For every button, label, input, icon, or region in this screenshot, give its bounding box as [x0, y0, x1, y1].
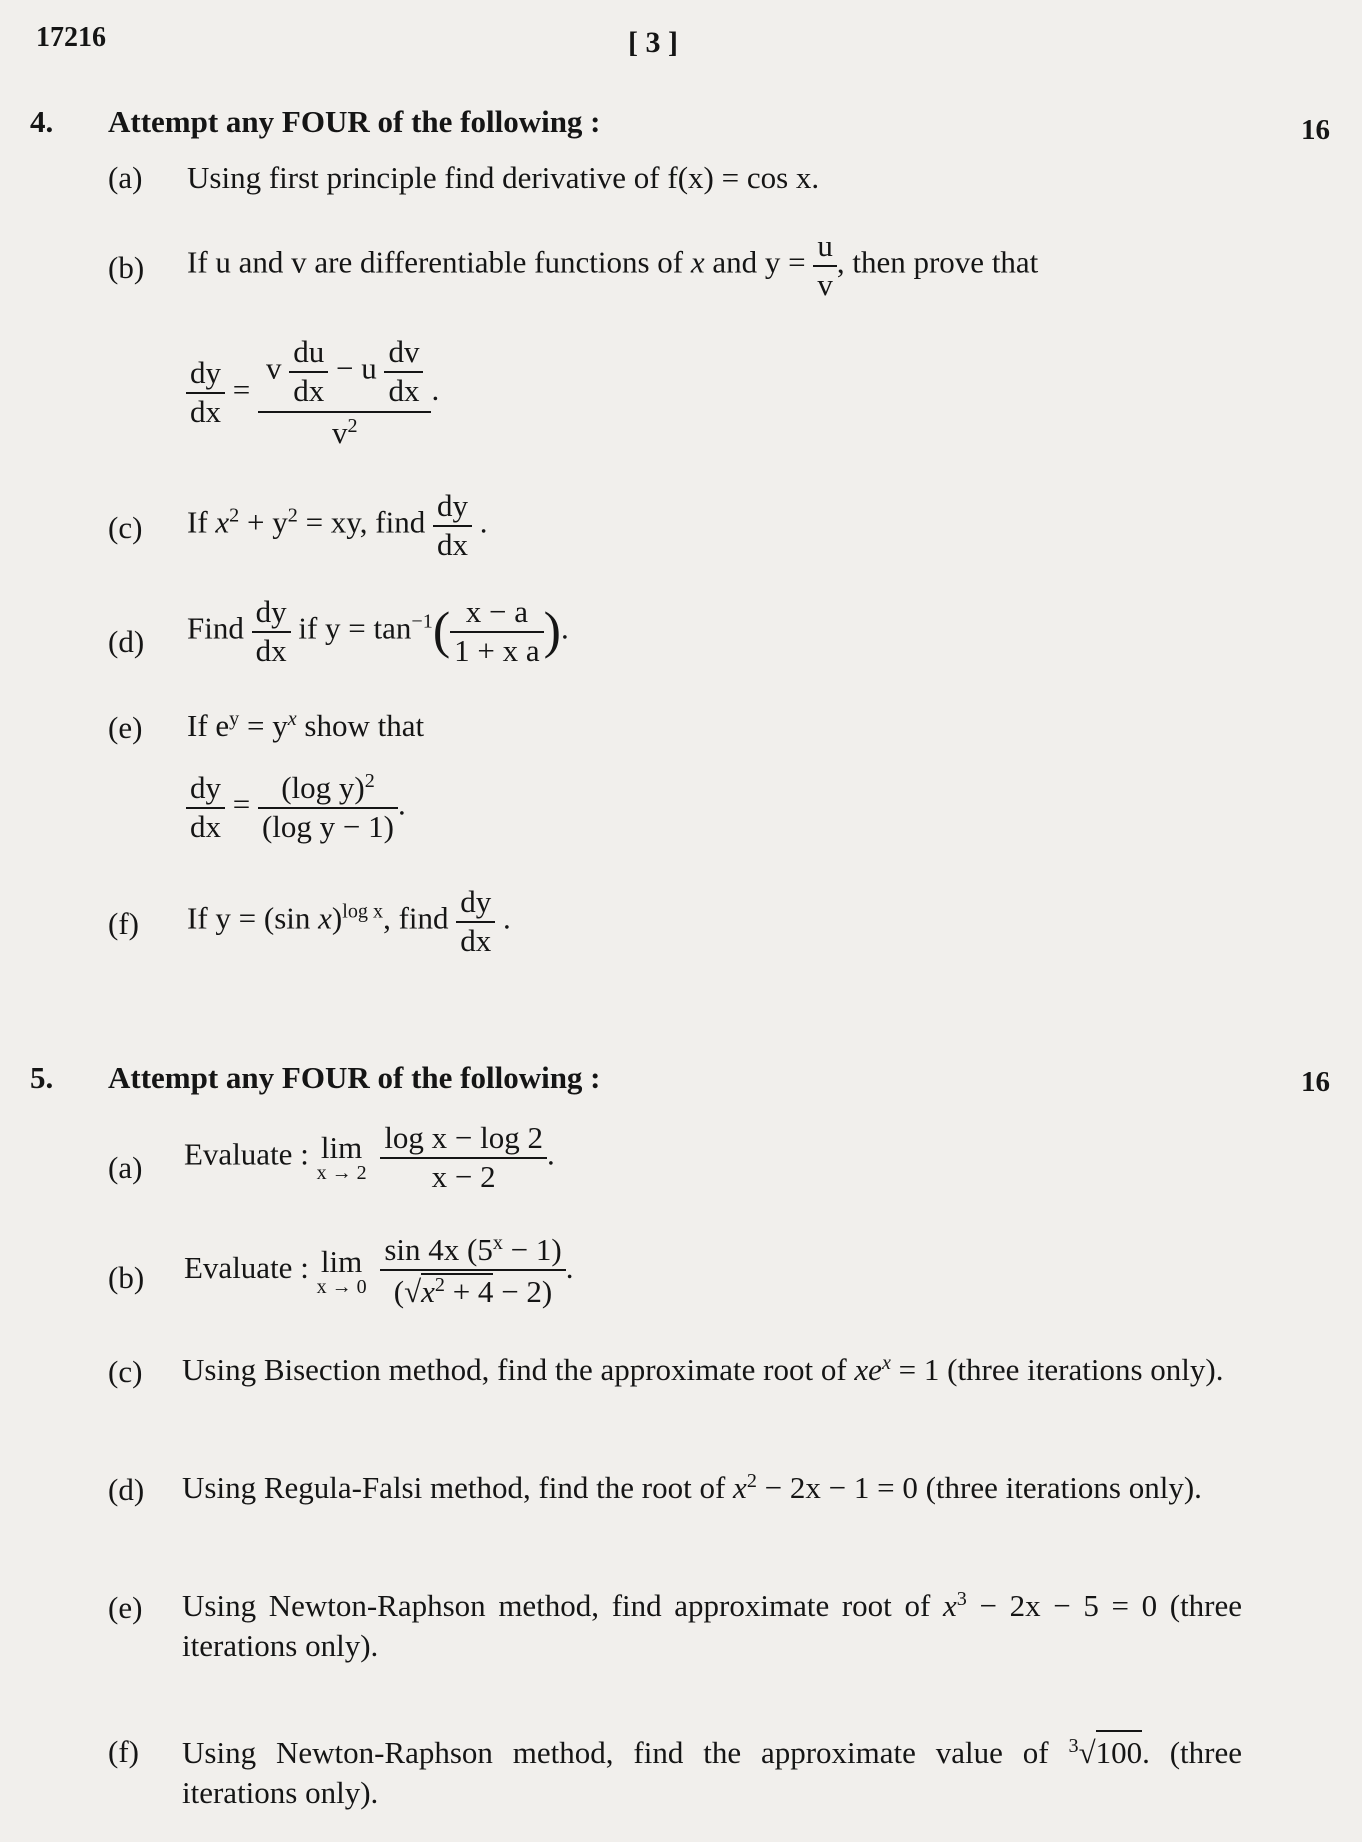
q4c-label: (c) — [108, 510, 143, 545]
q4b-statement: If u and v are differentiable functions of x and y = $\frac{u}{v}$ , then prove that — [187, 228, 1039, 302]
q4-marks: 16 — [1301, 114, 1330, 146]
q5f-label: (f) — [108, 1734, 139, 1769]
q5b-statement: Evaluate : lim x → 0 $\frac{\sin 4x (5^x - 1)}{(√x^2 + 4 - 2)}$ . — [184, 1231, 574, 1309]
q5c-text: Using Bisection method, find the approximate root of $xe^x = 1$ (three iterations only). — [182, 1351, 1224, 1387]
q4-number: 4. — [30, 104, 54, 139]
q5f-text: Using Newton-Raphson method, find the approximate value of $^3$√100. (three iterations only). — [182, 1730, 1242, 1814]
q4e-result: $\frac{dy}{dx}$ = $\frac{(\log y)^2}{\text{(log y − 1)}}$ . — [186, 772, 406, 843]
q4a-text: Using first principle find derivative of f(x) = cos x. — [187, 160, 820, 195]
q4d-statement: Find $\frac{dy}{dx}$ if $y = \tan^{-1}$( $\frac{x - a}{\text{1 + x a}}$ ). — [187, 594, 569, 668]
u-over-v-fraction: $\frac{u}{v}$ — [813, 230, 837, 301]
q5b-label: (b) — [108, 1260, 145, 1295]
q4e-statement: If $e^y = y^x$ show that — [187, 707, 425, 743]
q4f-statement: If y = (sin x)$^{log x}$, find $\frac{dy}{dx}$ . — [187, 884, 511, 958]
q5e-text: Using Newton-Raphson method, find approximate root of $x^3 - 2x - 5 = 0$ (three iterations only). — [182, 1587, 1243, 1664]
q4b-quotient-rule: $\frac{dy}{dx}$ = v $\frac{du}{dx}$ − u $\frac{dv}{dx}$ $v^2$ . — [186, 336, 439, 450]
q4e-label: (e) — [108, 710, 143, 745]
q5e-label: (e) — [108, 1590, 143, 1625]
q4d-label: (d) — [108, 624, 145, 659]
q5d-text: Using Regula-Falsi method, find the root of $x^2 - 2x - 1 = 0$ (three iterations only). — [182, 1469, 1202, 1505]
q5-heading: Attempt any FOUR of the following : — [108, 1060, 601, 1095]
q4a-label: (a) — [108, 160, 143, 195]
q4b-label: (b) — [108, 250, 145, 285]
q5c-label: (c) — [108, 1354, 143, 1389]
q5a-label: (a) — [108, 1150, 143, 1185]
q5-marks: 16 — [1301, 1066, 1330, 1098]
paper-code: 17216 — [36, 22, 106, 53]
q5a-statement: Evaluate : lim x → 2 $\frac{\text{log x − log 2}}{x - 2}$ . — [184, 1120, 555, 1194]
q5d-label: (d) — [108, 1472, 145, 1507]
q4c-statement: If $x^2 + y^2$ = xy, find $\frac{dy}{dx}$ . — [187, 488, 488, 562]
page-number: [ 3 ] — [628, 26, 678, 59]
q4f-label: (f) — [108, 906, 139, 941]
q4-heading: Attempt any FOUR of the following : — [108, 104, 601, 139]
q5-number: 5. — [30, 1060, 54, 1095]
